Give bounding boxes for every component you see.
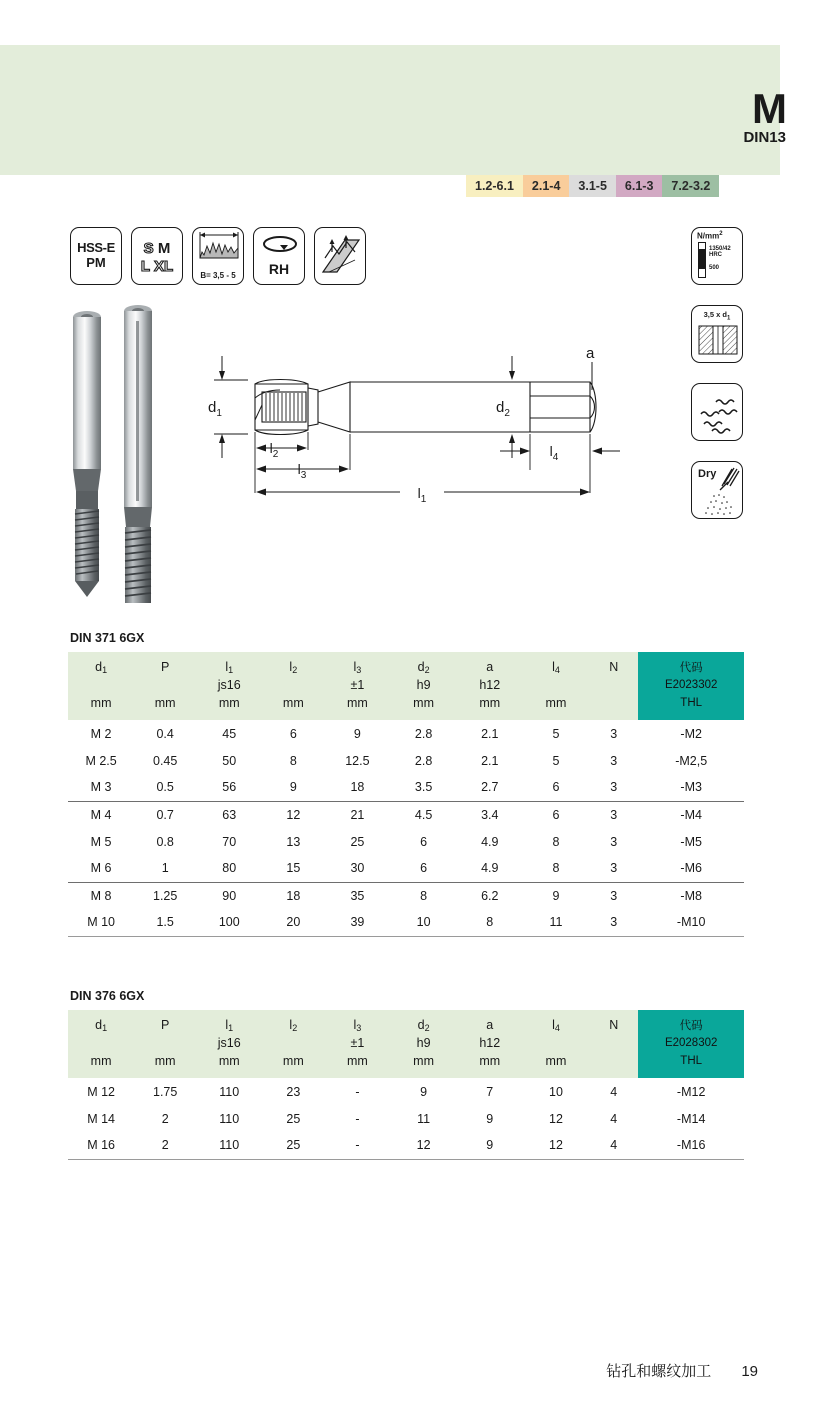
table-cell: 20 (262, 909, 324, 936)
table-cell-order-code: -M5 (680, 834, 702, 849)
table-cell: 8 (289, 753, 297, 768)
table-cell: 12 (391, 1132, 457, 1159)
table-cell-order-code: -M6 (638, 855, 744, 882)
size-xl: XL (153, 258, 174, 275)
table-cell-order-code: -M14 (676, 1111, 706, 1126)
table-cell: 2 (134, 1132, 196, 1159)
table-cell: 8 (420, 888, 428, 903)
table-cell: 3 (610, 888, 618, 903)
column-header-order-code: 代码 E2023302 THL (638, 652, 744, 720)
table-cell-order-code: -M8 (680, 888, 702, 903)
side-icon-column (691, 227, 743, 519)
table-cell: 6 (420, 834, 428, 849)
svg-text:l4: $l_4$ (549, 443, 559, 463)
column-header: P mm (134, 652, 196, 720)
page-subtitle-norm: DIN13 (743, 129, 786, 146)
spec-table (68, 1010, 744, 1160)
table-cell: 18 (286, 888, 301, 903)
label-d1: d (208, 399, 217, 416)
table-cell: 25 (262, 1132, 324, 1159)
table-cell: 90 (222, 888, 237, 903)
svg-text:d2: $d_2$ (496, 399, 510, 419)
table-row[interactable] (68, 747, 744, 774)
table-cell: 12 (549, 1111, 563, 1126)
svg-text:l2: $l_2$ (269, 440, 279, 460)
table-cell: 4 (610, 1084, 618, 1099)
table-cell: 2.8 (414, 726, 433, 741)
table-cell: 9 (552, 888, 560, 903)
tensile-strength-title: $N/mm^2$ (697, 231, 723, 241)
table-cell: M 2.5 (85, 753, 117, 768)
table-cell: 35 (350, 888, 365, 903)
table-cell: 5 (552, 753, 560, 768)
table-row[interactable] (68, 882, 744, 909)
table-cell: 10 (549, 1084, 563, 1099)
size-l: L (140, 258, 150, 275)
table-cell: 5 (552, 726, 560, 741)
table-cell: 70 (222, 834, 237, 849)
table-cell: 3 (610, 726, 618, 741)
chip-form-caption: B= 3,5 - 5 (200, 271, 236, 280)
column-header: a h12 mm (457, 1010, 523, 1078)
rotation-label: RH (268, 261, 290, 277)
thread-depth-title: 3,5 x $d_1$ (703, 310, 731, 322)
size-m: M (157, 240, 171, 257)
chip-form-icon (193, 228, 244, 270)
column-header: P mm (134, 1010, 196, 1078)
pictogram-rotation (253, 227, 305, 285)
table-cell: 3 (610, 753, 618, 768)
product-photo (62, 305, 180, 605)
column-header-order-code: 代码 E2028302 THL (638, 1010, 744, 1078)
tap-left (73, 311, 101, 597)
table-row[interactable] (68, 1132, 744, 1159)
table-cell: 100 (196, 909, 262, 936)
label-l3: l (297, 461, 301, 477)
column-header: $l_3$ ±1 mm (324, 652, 390, 720)
label-d2: d (496, 399, 505, 416)
application-tab-6.1-3[interactable]: 6.1-3 (616, 175, 663, 197)
table-cell: 12 (286, 807, 301, 822)
table-block-din376 (68, 989, 744, 1160)
column-header: $d_2$ h9 mm (391, 652, 457, 720)
label-l4: l (549, 443, 553, 459)
table-cell: 9 (420, 1084, 428, 1099)
table-cell: 3 (589, 774, 638, 801)
column-header: $l_3$ ±1 mm (324, 1010, 390, 1078)
table-cell-order-code: -M12 (676, 1084, 706, 1099)
table-header-row (68, 1010, 744, 1078)
application-tab-3.1-5[interactable]: 3.1-5 (569, 175, 616, 197)
header-band (0, 45, 780, 175)
table-cell: 11 (417, 1111, 431, 1126)
table-cell: 4.9 (481, 834, 499, 849)
table-cell: M 6 (68, 855, 134, 882)
column-header: N (589, 652, 638, 720)
table-cell: 3 (589, 855, 638, 882)
table-cell: 12.5 (345, 753, 370, 768)
table-cell: 6 (391, 855, 457, 882)
strength-bar (698, 242, 706, 278)
table-cell: 63 (222, 807, 237, 822)
material-line-1: HSS-E (77, 240, 115, 255)
column-header: a h12 mm (457, 652, 523, 720)
column-header: $d_1$ mm (68, 652, 134, 720)
page-title: M (752, 85, 786, 132)
table-cell: 12 (523, 1132, 589, 1159)
column-header: $l_2$ mm (262, 652, 324, 720)
table-cell: 0.8 (156, 834, 174, 849)
table-cell: 9 (353, 726, 361, 741)
label-a: a (586, 348, 595, 362)
table-cell: 7 (486, 1084, 494, 1099)
chip-evacuation-icon (692, 384, 743, 441)
table-cell: 18 (324, 774, 390, 801)
table-title: DIN 371 6GX (70, 631, 145, 645)
table-cell: 1.75 (153, 1084, 178, 1099)
icon-tensile-strength (691, 227, 743, 285)
svg-text:l1: $l_1$ (417, 485, 427, 505)
table-cell: 50 (222, 753, 237, 768)
table-cell: M 14 (87, 1111, 115, 1126)
table-row[interactable] (68, 828, 744, 855)
table-cell: 25 (350, 834, 365, 849)
table-cell: 45 (222, 726, 237, 741)
icon-dry-machining (691, 461, 743, 519)
footer-section-label: 钻孔和螺纹加工 (606, 1363, 712, 1380)
column-header: N (589, 1010, 638, 1078)
table-cell: 3.4 (481, 807, 499, 822)
table-cell: 4.9 (457, 855, 523, 882)
column-header: $l_2$ mm (262, 1010, 324, 1078)
table-cell: 2 (161, 1111, 169, 1126)
table-cell: 2.1 (481, 753, 499, 768)
application-tab-1.2-6.1[interactable]: 1.2-6.1 (466, 175, 523, 197)
table-cell: M 8 (90, 888, 112, 903)
technical-drawing (200, 348, 640, 518)
table-cell: M 16 (68, 1132, 134, 1159)
table-cell: 6 (523, 774, 589, 801)
column-header: $d_2$ h9 mm (391, 1010, 457, 1078)
page-footer (606, 1360, 758, 1381)
table-cell: 25 (286, 1111, 301, 1126)
strength-upper-label: 1350/42 HRC (709, 246, 731, 258)
column-header: $l_1$ js16 mm (196, 652, 262, 720)
material-line-2: PM (86, 255, 106, 270)
table-cell: 80 (196, 855, 262, 882)
table-cell: M 10 (68, 909, 134, 936)
table-row[interactable] (68, 801, 744, 828)
pictogram-row (70, 227, 366, 285)
table-cell: 4.5 (414, 807, 433, 822)
table-row[interactable] (68, 720, 744, 747)
table-cell: 110 (219, 1084, 240, 1099)
column-header: $l_4$ mm (523, 1010, 589, 1078)
table-cell: 4 (589, 1132, 638, 1159)
label-l1: l (417, 485, 421, 501)
table-cell: 23 (286, 1084, 301, 1099)
table-cell: 3 (610, 807, 618, 822)
strength-lower-label: 500 (709, 265, 720, 271)
table-cell: - (355, 1084, 360, 1099)
table-cell: 30 (324, 855, 390, 882)
table-cell-order-code: -M16 (638, 1132, 744, 1159)
table-cell: - (355, 1111, 360, 1126)
table-cell: M 4 (90, 807, 112, 822)
table-cell: 11 (523, 909, 589, 936)
size-s: S (143, 240, 154, 257)
table-cell-order-code: -M2 (680, 726, 702, 741)
icon-chip-evacuation (691, 383, 743, 441)
table-cell: 1 (134, 855, 196, 882)
svg-text:d1: $d_1$ (208, 399, 222, 419)
table-cell: 39 (324, 909, 390, 936)
svg-text:l3: $l_3$ (297, 461, 307, 481)
application-tab-2.1-4[interactable]: 2.1-4 (523, 175, 570, 197)
column-header: $d_1$ mm (68, 1010, 134, 1078)
table-cell: 9 (486, 1111, 494, 1126)
table-title: DIN 376 6GX (70, 989, 145, 1003)
table-cell: 0.5 (134, 774, 196, 801)
table-row[interactable] (68, 855, 744, 882)
table-cell: 1.5 (134, 909, 196, 936)
table-cell: 6.2 (481, 888, 499, 903)
table-row[interactable] (68, 1078, 744, 1105)
table-cell: 110 (196, 1132, 262, 1159)
table-cell-order-code: -M4 (680, 807, 702, 822)
table-cell: 21 (350, 807, 365, 822)
pictogram-material (70, 227, 122, 285)
table-cell-order-code: -M2,5 (675, 753, 708, 768)
spec-table (68, 652, 744, 937)
table-cell: 6 (289, 726, 297, 741)
thread-depth-icon (698, 324, 738, 356)
pictogram-chip-form (192, 227, 244, 285)
table-cell: 1.25 (153, 888, 178, 903)
table-cell: 2.1 (481, 726, 499, 741)
table-row[interactable] (68, 1105, 744, 1132)
table-cell: 110 (219, 1111, 240, 1126)
table-cell: 3 (610, 834, 618, 849)
rotation-arrow-icon (254, 228, 305, 260)
table-cell: M 2 (90, 726, 112, 741)
table-cell: 3 (589, 909, 638, 936)
table-cell: 13 (286, 834, 301, 849)
table-cell-order-code: -M3 (638, 774, 744, 801)
table-cell: 2.8 (414, 753, 433, 768)
table-cell: 0.45 (153, 753, 178, 768)
table-header-row (68, 652, 744, 720)
table-cell: 8 (552, 834, 560, 849)
table-cell: 2.7 (457, 774, 523, 801)
coolant-internal-icon (315, 228, 366, 285)
table-row[interactable] (68, 774, 744, 801)
table-cell: 8 (457, 909, 523, 936)
table-cell: M 3 (68, 774, 134, 801)
table-cell: 56 (196, 774, 262, 801)
application-tab-strip (466, 175, 719, 197)
table-cell: 3.5 (391, 774, 457, 801)
table-cell: 0.7 (156, 807, 174, 822)
table-cell: 4 (610, 1111, 618, 1126)
table-cell: M 12 (87, 1084, 115, 1099)
dry-label: Dry (698, 468, 717, 480)
pictogram-coolant (314, 227, 366, 285)
table-cell: M 5 (90, 834, 112, 849)
table-cell: 0.4 (156, 726, 174, 741)
table-cell: 8 (523, 855, 589, 882)
table-cell: - (324, 1132, 390, 1159)
column-header: $l_4$ mm (523, 652, 589, 720)
table-cell: 9 (262, 774, 324, 801)
table-cell-order-code: -M10 (638, 909, 744, 936)
table-row[interactable] (68, 909, 744, 936)
table-cell: 6 (552, 807, 560, 822)
pictogram-size-class (131, 227, 183, 285)
column-header: $l_1$ js16 mm (196, 1010, 262, 1078)
table-cell: 15 (262, 855, 324, 882)
icon-thread-depth (691, 305, 743, 363)
table-block-din371 (68, 631, 744, 937)
table-cell: 10 (391, 909, 457, 936)
table-cell: 9 (457, 1132, 523, 1159)
label-l2: l (269, 440, 273, 456)
tap-right (124, 305, 152, 603)
application-tab-7.2-3.2[interactable]: 7.2-3.2 (662, 175, 719, 197)
footer-page-number: 19 (741, 1363, 758, 1380)
